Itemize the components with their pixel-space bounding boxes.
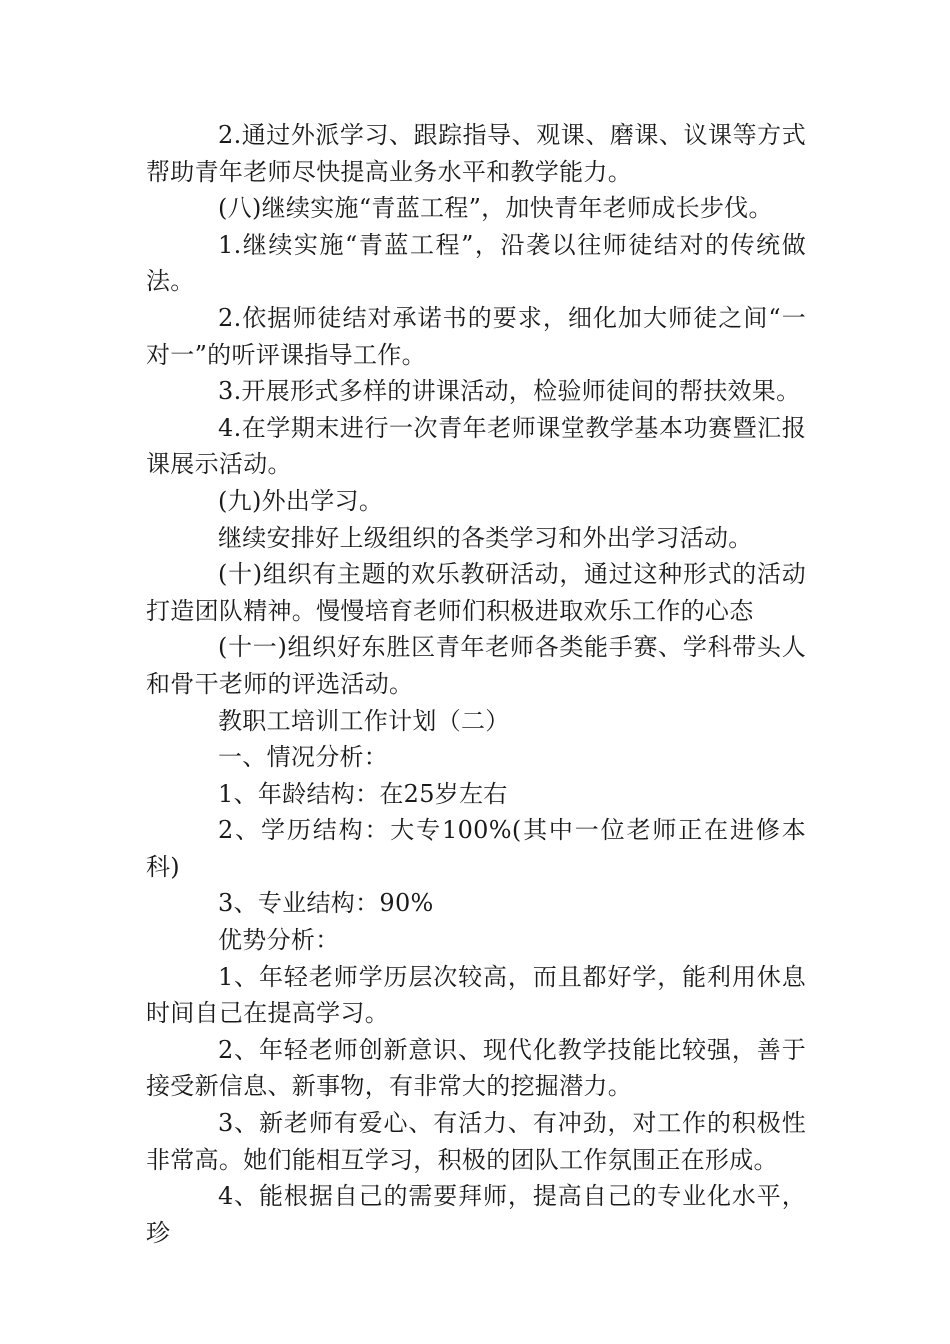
paragraph-20: 4、能根据自己的需要拜师，提高自己的专业化水平，珍 bbox=[146, 1182, 806, 1247]
paragraph-9: (十)组织有主题的欢乐教研活动，通过这种形式的活动打造团队精神。慢慢培育老师们积极进取欢乐工作的心态 bbox=[146, 560, 806, 625]
paragraph-1: 2.通过外派学习、跟踪指导、观课、磨课、议课等方式帮助青年老师尽快提高业务水平和教学能力。 bbox=[146, 121, 806, 186]
paragraph-2: (八)继续实施“青蓝工程”，加快青年老师成长步伐。 bbox=[218, 194, 773, 223]
section-title: 教职工培训工作计划（二） bbox=[218, 706, 510, 735]
paragraph-5: 3.开展形式多样的讲课活动，检验师徒间的帮扶效果。 bbox=[218, 377, 801, 406]
section-heading-advantages: 优势分析： bbox=[218, 926, 340, 955]
paragraph-13: 1、年龄结构：在25岁左右 bbox=[218, 779, 508, 808]
paragraph-18: 2、年轻老师创新意识、现代化教学技能比较强，善于接受新信息、新事物，有非常大的挖掘潜力。 bbox=[146, 1035, 806, 1101]
paragraph-8: 继续安排好上级组织的各类学习和外出学习活动。 bbox=[218, 523, 753, 552]
paragraph-4: 2.依据师徒结对承诺书的要求，细化加大师徒之间“一对一”的听评课指导工作。 bbox=[146, 303, 806, 369]
document-body bbox=[146, 117, 806, 1251]
paragraph-15: 3、专业结构：90% bbox=[218, 889, 434, 918]
paragraph-14: 2、学历结构：大专100%(其中一位老师正在进修本科) bbox=[146, 816, 806, 881]
section-heading-situation: 一、情况分析： bbox=[218, 743, 389, 772]
paragraph-17: 1、年轻老师学历层次较高，而且都好学，能利用休息时间自己在提高学习。 bbox=[146, 962, 806, 1028]
paragraph-3: 1.继续实施“青蓝工程”，沿袭以往师徒结对的传统做法。 bbox=[146, 230, 806, 296]
paragraph-10: (十一)组织好东胜区青年老师各类能手赛、学科带头人和骨干老师的评选活动。 bbox=[146, 633, 806, 698]
paragraph-6: 4.在学期末进行一次青年老师课堂教学基本功赛暨汇报课展示活动。 bbox=[146, 413, 806, 479]
paragraph-19: 3、新老师有爱心、有活力、有冲劲，对工作的积极性非常高。她们能相互学习，积极的团队工作氛围正在形成。 bbox=[146, 1109, 806, 1174]
paragraph-7: (九)外出学习。 bbox=[218, 486, 384, 515]
